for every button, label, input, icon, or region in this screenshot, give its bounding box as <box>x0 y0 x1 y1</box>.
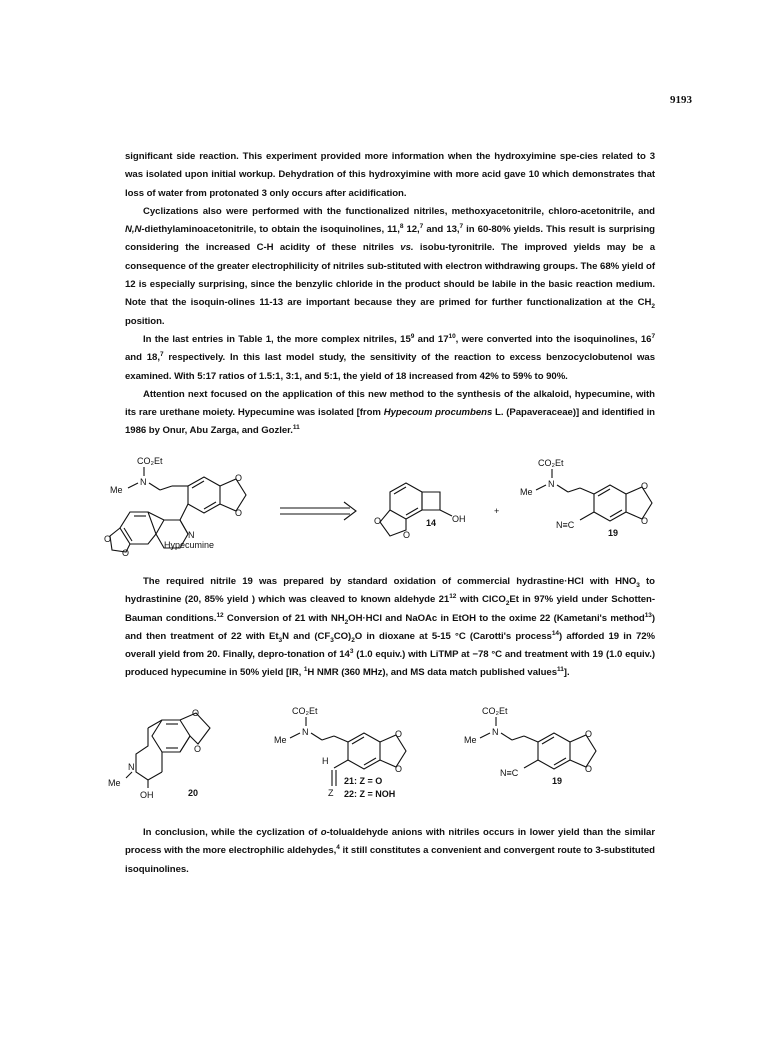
text-run: 18 <box>395 370 407 382</box>
hypecumine-co2et-label: CO₂Et <box>137 456 163 466</box>
text-run: 3 <box>330 636 334 644</box>
plus-sign: + <box>494 506 500 516</box>
compound-20-number: 20 <box>188 788 199 798</box>
text-run: 14 <box>551 629 559 637</box>
paragraph-conclusion: In conclusion, while the cyclization of o-tolualdehyde anions with nitriles occurs in lower yield than the similar process with the more electrophilic aldehydes,$^4$ it still constitutes a convenient and convergent route to 3-substituted isoquinolines. <box>125 827 656 875</box>
compound-21-o-label-1: O <box>395 729 403 739</box>
hypecumine-o-label-1: O <box>235 473 243 483</box>
body-text-bottom <box>125 824 655 879</box>
scheme-intermediates <box>100 700 700 810</box>
text-run: Hypecoum procumbens <box>383 407 493 419</box>
text-run: 12 <box>125 279 136 291</box>
compound-19-number: 19 <box>608 528 619 538</box>
text-run: 12 <box>216 611 224 619</box>
text-run: N,N <box>125 224 142 236</box>
text-run: 10 <box>528 169 540 181</box>
hypecumine-o-label-3: O <box>104 534 112 544</box>
text-run: 1 <box>303 666 308 674</box>
text-run: 10 <box>448 332 456 340</box>
text-run: 7 <box>159 351 164 359</box>
retrosynthesis-arrow <box>280 502 356 520</box>
compound-21-22-structure <box>274 706 406 799</box>
compound-19b-o-label-2: O <box>585 764 593 774</box>
hypecumine-o-label-2: O <box>235 508 243 518</box>
scheme-1-svg <box>100 450 700 560</box>
compound-20-oh-label: OH <box>140 790 154 800</box>
compound-20-n-label: N <box>128 762 135 772</box>
paragraph-nitrile-preparation: The required nitrile 19 was prepared by standard oxidation of commercial hydrastine·HCl with $HNO_3$ to hydrastinine (20, 85% yield ) which was cleaved to known aldehyde $21^{12}$ with ClCO$_2$Et in 97% yield under Schotten-Bauman conditions.$^{12}$ Conversion of 21 with $NH_2OH\cdot HCl$ and NaOAc in EtOH to the oxime 22 (Kametani's method$^{13}$) and then treatment of 22 with $Et_3N$ and $(CF_3CO)_2O$ in dioxane at 5-15 °C (Carotti's process$^{14}$) afforded 19 in 72% overall yield from 20. Finally, depro-tonation of $14^3$ (1.0 equiv.) with LiTMP at −78 °C and treatment with 19 (1.0 equiv.) produced hypecumine in 50% yield [IR, $^1$H NMR (360 MHz), and MS data match published values$^{11}$]. <box>125 576 656 679</box>
text-run: 20 <box>206 649 218 661</box>
compound-20-o-label-1: O <box>192 708 200 718</box>
text-run: 2 <box>505 600 510 608</box>
text-run: 20 <box>187 594 199 606</box>
compound-14-o-label-1: O <box>374 516 382 526</box>
compound-19-nitrile-label: N≡C <box>556 520 575 530</box>
text-run: 13 <box>644 611 652 619</box>
compound-14-structure <box>374 483 466 540</box>
hypecumine-n-ring-label: N <box>188 530 195 540</box>
text-run: 8 <box>399 223 404 230</box>
compound-21-z-label: Z <box>328 788 334 798</box>
text-run: 22 <box>539 612 551 624</box>
text-run: 11-13 <box>259 297 284 309</box>
hypecumine-o-label-4: O <box>122 548 130 558</box>
text-run: 21 <box>294 612 306 624</box>
compound-19-co2et-label: CO₂Et <box>538 458 564 468</box>
compound-14-number: 14 <box>426 518 437 528</box>
compound-21-co2et-label: CO₂Et <box>292 706 318 716</box>
text-run: 19 <box>608 630 620 642</box>
text-run: vs. <box>400 242 414 254</box>
compound-19-me-label: Me <box>520 487 533 497</box>
body-text-middle <box>125 573 655 683</box>
page-number: 9193 <box>670 94 692 106</box>
compound-19b-o-label-1: O <box>585 729 593 739</box>
compound-19-o-label-2: O <box>641 516 649 526</box>
compound-22-number: 22: Z = NOH <box>344 789 396 799</box>
compound-14-o-label-2: O <box>403 530 411 540</box>
compound-19b-co2et-label: CO₂Et <box>482 706 508 716</box>
compound-19-structure <box>520 458 652 538</box>
compound-14-oh-label: OH <box>452 514 466 524</box>
paragraph-complex-nitriles: In the last entries in Table 1, the more complex nitriles, $15^9$ and $17^{10}$, were converted into the isoquinolines, $16^7$ and 18,$^7$ respectively. In this last model study, the sensitivity of the reaction to excess benzocyclobutenol was examined. With 5:17 ratios of 1.5:1, 3:1, and 5:1, the yield of 18 increased from 42% to 59% to 90%. <box>125 332 656 382</box>
text-run: 7 <box>459 223 464 230</box>
compound-21-h-label: H <box>322 756 329 766</box>
text-run: 11 <box>292 424 300 432</box>
compound-21-n-label: N <box>302 727 309 737</box>
compound-19b-n-label: N <box>492 727 499 737</box>
compound-19b-me-label: Me <box>464 735 477 745</box>
paragraph-cyclizations: Cyclizations also were performed with the functionalized nitriles, methoxyacetonitrile, chloro-acetonitrile, and N,N-diethylaminoacetonitrile, to obtain the isoquinolines, 11,$^8$ 12,$^7$ and 13,$^7$ in 60-80% yields. This result is surprising considering the increased C-H acidity of these nitriles vs. isobu-tyronitrile. The improved yields may be a consequence of the greater electrophilicity of nitriles sub-stituted with electron withdrawing groups. The 68% yield of 12 is especially surprising, since the benzylic chloride in the product should be labile in the basic reaction medium. Note that the isoquin-olines 11-13 are important because they are primed for further functionalization at the $CH_2$ position. <box>125 205 655 327</box>
text-run: 3 <box>349 648 354 655</box>
hypecumine-structure <box>104 456 246 558</box>
text-run: 18 <box>146 352 158 364</box>
text-run: 19 <box>592 649 604 661</box>
text-run: 3 <box>278 636 283 644</box>
text-run: 14 <box>339 649 350 661</box>
compound-21-o-label-2: O <box>395 764 403 774</box>
hypecumine-name-label: Hypecumine <box>164 540 215 550</box>
body-text-top <box>125 148 655 441</box>
text-run: 2 <box>351 636 355 644</box>
text-run: 7 <box>651 332 656 340</box>
text-run: 3 <box>636 581 640 589</box>
text-run: 9 <box>410 332 415 340</box>
text-run: o <box>320 827 327 838</box>
compound-19b-nitrile-label: N≡C <box>500 768 519 778</box>
text-run: 11 <box>387 224 398 236</box>
text-run: 7 <box>419 223 424 230</box>
text-run: 3 <box>649 151 655 162</box>
compound-21-number: 21: Z = O <box>344 776 383 786</box>
hypecumine-n-label: N <box>140 477 147 487</box>
text-run: 5:17 <box>197 370 217 382</box>
text-run: 3 <box>261 187 267 199</box>
text-run: 12 <box>449 593 457 601</box>
text-run: 17 <box>437 333 449 345</box>
text-run: 13 <box>446 224 457 236</box>
text-run: 4 <box>336 844 340 852</box>
text-run: 22 <box>231 630 242 642</box>
hypecumine-me-label: Me <box>110 485 123 495</box>
compound-20-o-label-2: O <box>194 744 202 754</box>
compound-19-o-label-1: O <box>641 481 649 491</box>
compound-20-me-label: Me <box>108 778 121 788</box>
text-run: 15 <box>400 333 411 345</box>
compound-20-structure <box>108 708 210 800</box>
text-run: 21 <box>438 594 450 606</box>
compound-19b-number: 19 <box>552 776 563 786</box>
text-run: 16 <box>640 333 652 345</box>
paragraph-hypecumine-intro: Attention next focused on the application of this new method to the synthesis of the alkaloid, hypecumine, with its rare urethane moiety. Hypecumine was isolated [from Hypecoum procumbens L. (Papaveraceae)] and identified in 1986 by Onur, Abu Zarga, and Gozler.$^{11}$ <box>125 388 655 437</box>
text-run: 2 <box>651 303 655 311</box>
scheme-2-svg <box>100 700 700 810</box>
text-run: 19 <box>242 576 253 587</box>
text-run: 2 <box>344 618 349 626</box>
compound-21-me-label: Me <box>274 735 287 745</box>
text-run: 12 <box>406 224 418 236</box>
compound-19-n-label: N <box>548 479 555 489</box>
compound-19-structure-repeat <box>464 706 596 786</box>
paragraph-side-reaction: significant side reaction. This experiment provided more information when the hydroxyimine spe-cies related to 3 was isolated upon initial workup. Dehydration of this hydroxyimine with more acid gave 10 which demonstrates that loss of water from protonated 3 only occurs after acidification. <box>125 151 656 199</box>
scheme-hypecumine-retrosynthesis <box>100 450 700 560</box>
text-run: 11 <box>557 666 564 674</box>
